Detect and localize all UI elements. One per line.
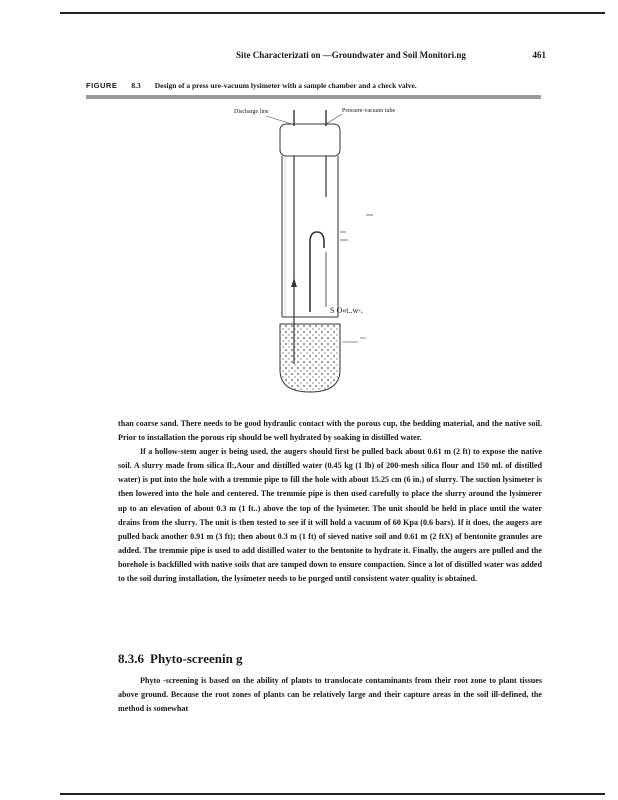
pressure-leader bbox=[326, 114, 342, 124]
caption-divider bbox=[86, 95, 541, 99]
bottom-rule bbox=[60, 793, 605, 795]
section-number: 8.3.6 bbox=[118, 651, 144, 666]
paragraph-2: If a hollow-stem auger is being used, the augers should first be pulled back about 0.61 m (2 ft) to expose the native soil. A slurry made from silica fl:,Aour and distilled water (0.45 kg (1 lb) of 200-mesh silica flour and 150 ml. of distilled water) is put into the hole with a tremmie pipe to fill the hole with about 15.25 cm (6 in.) of slurry. The suction lysimeter is then lowered into the hole and centered. The tremmie pipe is then used carefully to place the slurry around the lysimerer up to an elevation of about 0.3 m (1 ft..) above the top of the lysimeter. The unit should be held in place until the water drains from the slurry. The unit is then tested to see if it will hold a vacuum of 60 Kpa (0.6 bars). If it does, the augers are pulled back another 0.91 m (3 ft); then about 0.3 m (1 ft) of sieved native soil and 0.61 m (2 ftX) of bentonite granules are added. The tremmie pipe is used to add distilled water to the bentonite to hydrate it. Finally, the augers are pulled and the borehole is backfilled with native soils that are tamped down to ensure compaction. Since a lot of distilled water was added to the soil during installation, the lysimeter needs to be purged until consistent water quality is obtained. bbox=[118, 447, 542, 584]
top-rule bbox=[60, 12, 605, 14]
running-header bbox=[236, 50, 546, 60]
figure-caption bbox=[86, 81, 516, 90]
section-paragraph-1: Phyto -screening is based on the ability of plants to translocate contaminants from their root zone to plant tissues above ground. Because the root zones of plants can be relatively large and their capture areas in the soil ill-defined, the method is somewhat bbox=[118, 676, 542, 714]
section-text bbox=[118, 674, 542, 716]
section-title: Phyto-screenin g bbox=[150, 651, 243, 666]
body-text bbox=[118, 417, 542, 586]
lysimeter-diagram bbox=[230, 102, 400, 402]
check-valve-note: S O«t..w-. bbox=[330, 306, 363, 315]
discharge-line-label: Discharge line bbox=[234, 109, 269, 115]
flow-arrow-up bbox=[291, 278, 297, 287]
figure-label: FIGURE bbox=[86, 81, 118, 90]
section-heading bbox=[118, 651, 243, 667]
running-title: Site Characterizati on —Groundwater and Soil Monitori.ng bbox=[236, 50, 466, 60]
check-valve-hook bbox=[310, 232, 324, 312]
pressure-vacuum-tube-label: Pressure-vacuum tube bbox=[342, 108, 396, 114]
porous-cup bbox=[280, 324, 340, 392]
top-cap bbox=[280, 124, 340, 156]
page-number: 461 bbox=[532, 50, 546, 60]
figure-caption-text: Design of a press ure-vacuum lysimeter with a sample chamber and a check valve. bbox=[154, 81, 417, 90]
paragraph-1: than coarse sand. There needs to be good hydraulic contact with the porous cup, the bedding material, and the native soil. Prior to installation the porous rip should be well hydrated by soaking in distilled water. bbox=[118, 419, 542, 443]
figure-number: 8.3 bbox=[131, 81, 141, 90]
discharge-leader bbox=[266, 116, 292, 124]
